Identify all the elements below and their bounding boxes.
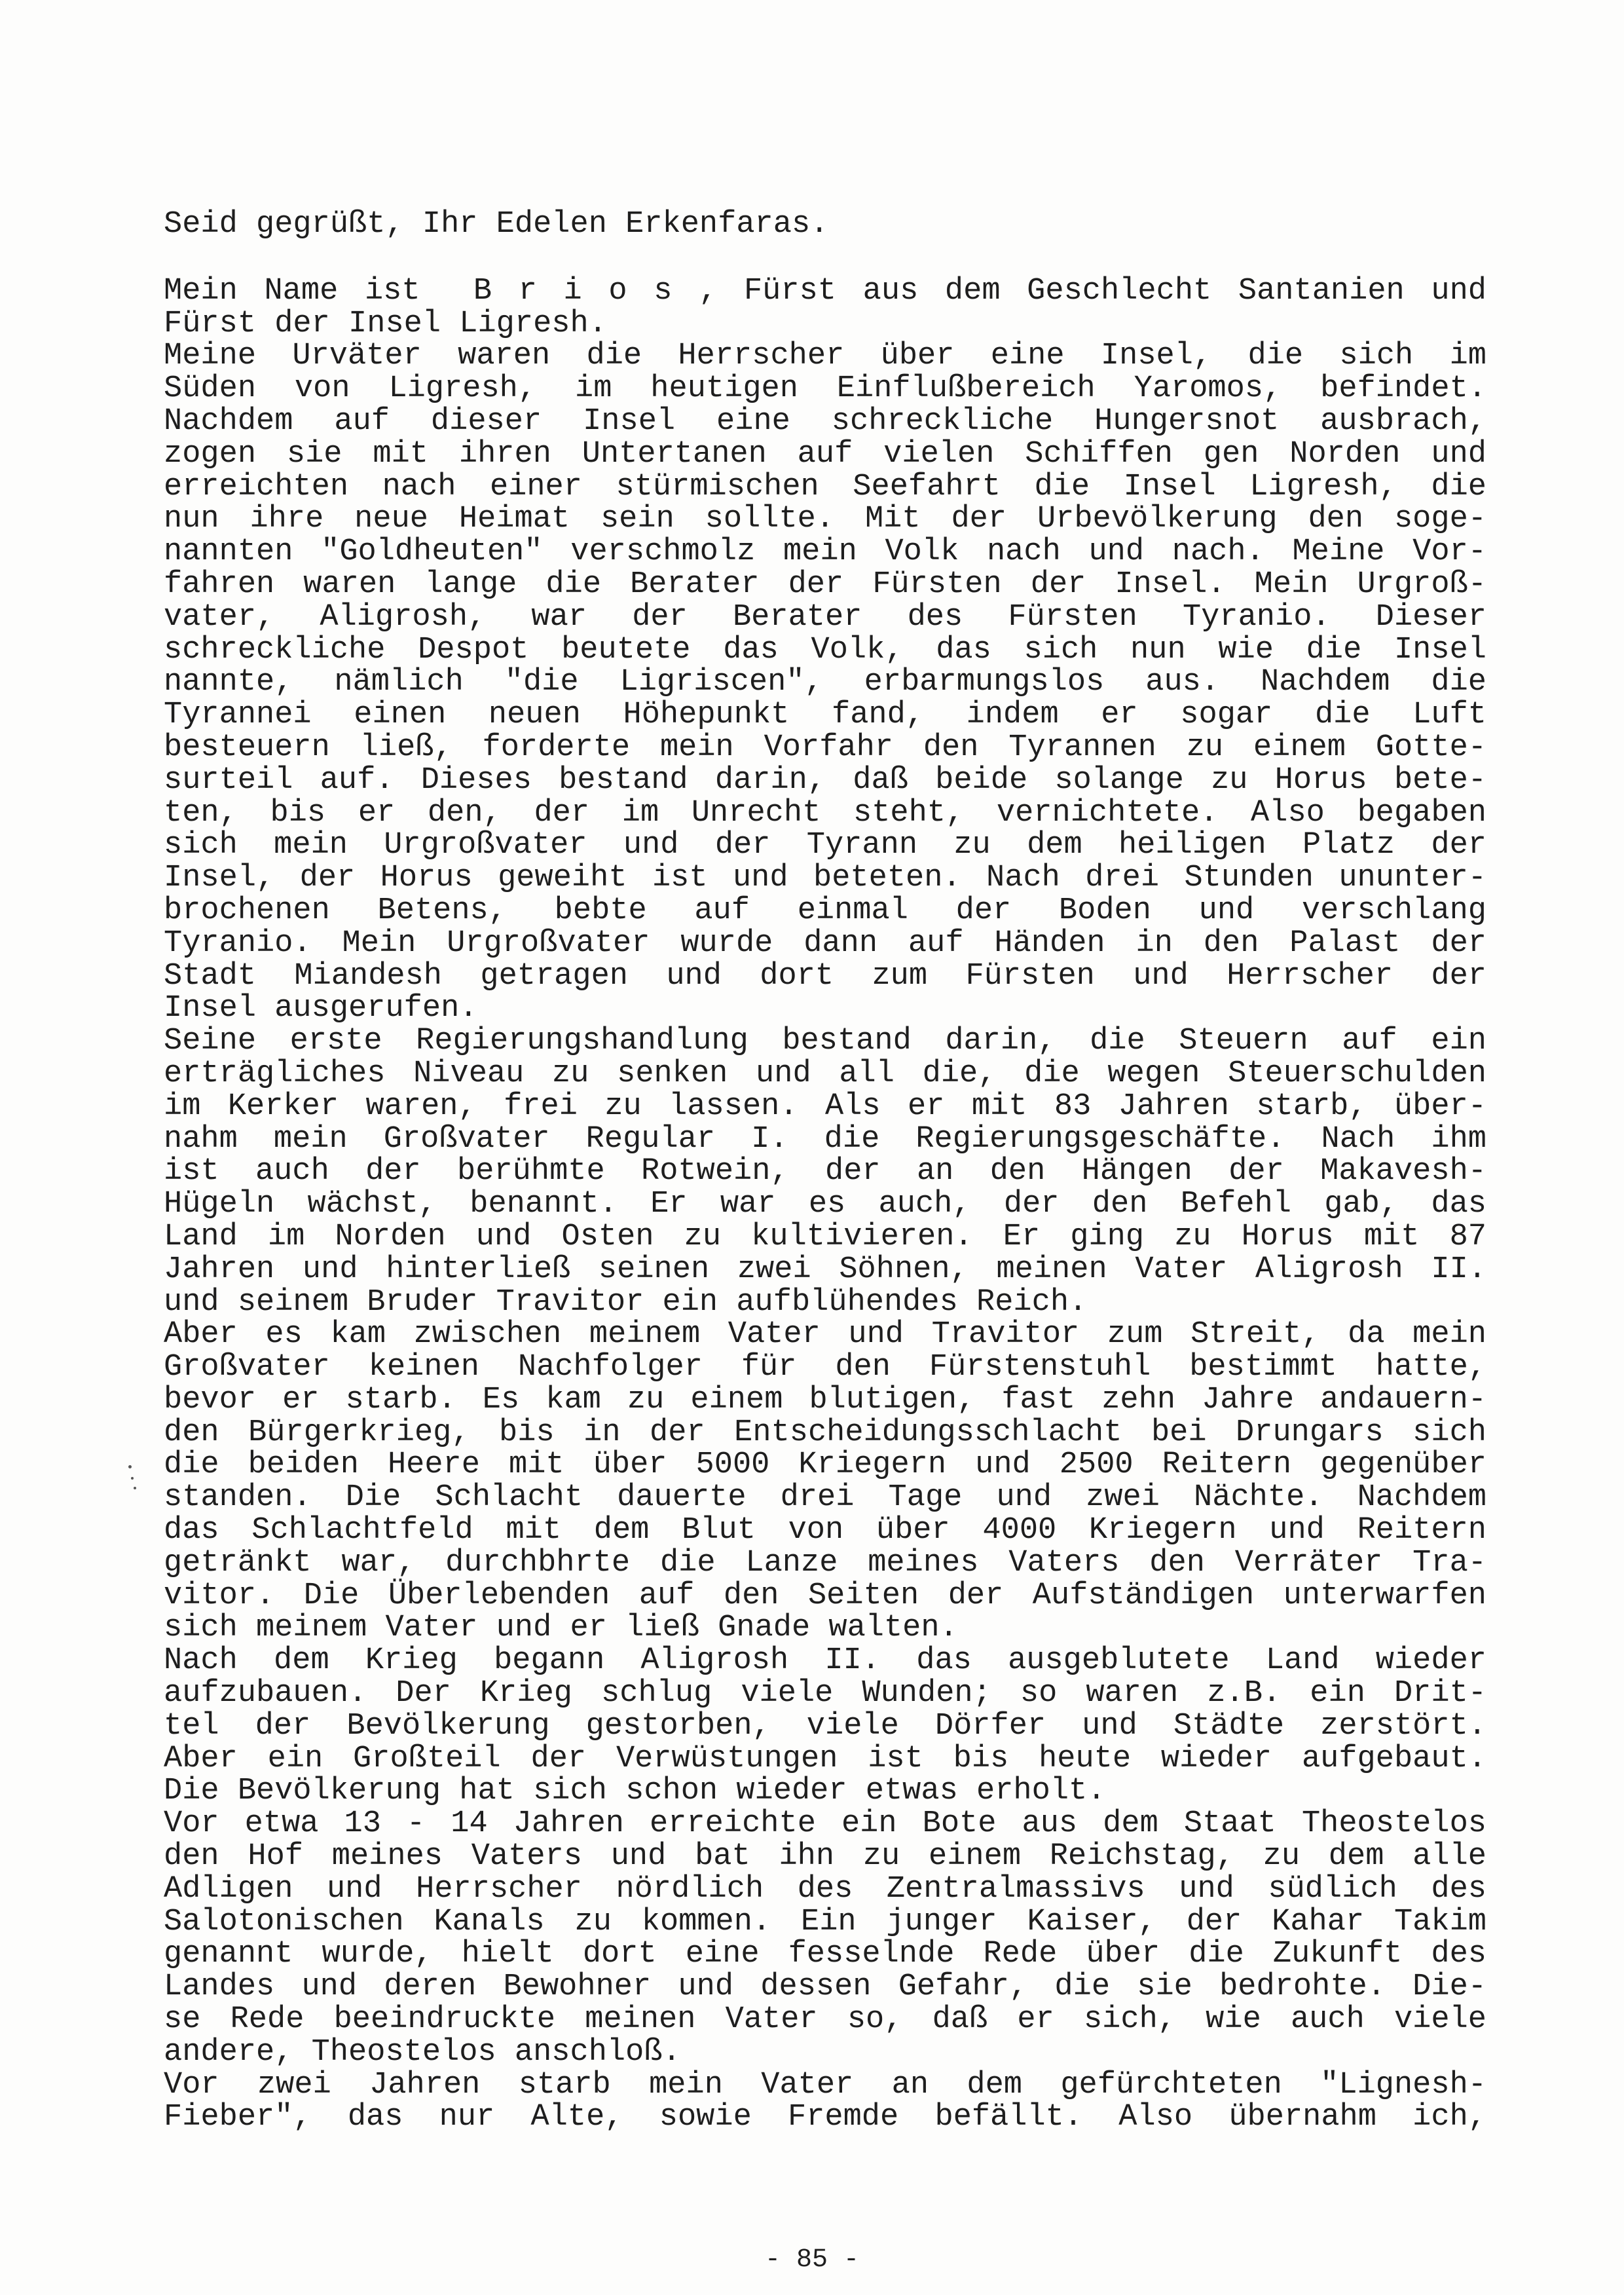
text-line: das Schlachtfeld mit dem Blut von über 4000 Kriegern und Reitern: [164, 1513, 1486, 1548]
text-line: die beiden Heere mit über 5000 Kriegern und 2500 Reitern gegenüber: [164, 1447, 1486, 1483]
body-text: [164, 275, 1486, 2134]
text-line: se Rede beeindruckte meinen Vater so, daß er sich, wie auch viele: [164, 2002, 1486, 2038]
text-line: und seinem Bruder Travitor ein aufblühendes Reich.: [164, 1284, 1088, 1320]
letter-body: [164, 208, 1486, 2134]
text-line: Jahren und hinterließ seinen zwei Söhnen, meinen Vater Aligrosh II.: [164, 1252, 1486, 1287]
text-line: Nach dem Krieg begann Aligrosh II. das ausgeblutete Land wieder: [164, 1643, 1486, 1679]
text-line: den Bürgerkrieg, bis in der Entscheidungsschlacht bei Drungars sich: [164, 1415, 1486, 1450]
scan-speck: [131, 1477, 134, 1480]
text-line: erreichten nach einer stürmischen Seefahrt die Insel Ligresh, die: [164, 469, 1486, 504]
greeting-line: Seid gegrüßt, Ihr Edelen Erkenfaras.: [164, 207, 829, 242]
text-line: Stadt Miandesh getragen und dort zum Fürsten und Herrscher der: [164, 958, 1486, 994]
text-line: Tyranio. Mein Urgroßvater wurde dann auf Händen in den Palast der: [164, 925, 1486, 961]
text-line: besteuern ließ, forderte mein Vorfahr den Tyrannen zu einem Gotte-: [164, 730, 1486, 765]
page-number: - 85 -: [764, 2245, 860, 2275]
text-line: andere, Theostelos anschloß.: [164, 2034, 681, 2070]
text-line: erträgliches Niveau zu senken und all die, die wegen Steuerschulden: [164, 1056, 1486, 1091]
text-line: Landes und deren Bewohner und dessen Gefahr, die sie bedrohte. Die-: [164, 1969, 1486, 2005]
text-line: Fürst der Insel Ligresh.: [164, 306, 607, 341]
text-line: sich mein Urgroßvater und der Tyrann zu dem heiligen Platz der: [164, 828, 1486, 863]
text-line: Süden von Ligresh, im heutigen Einflußbereich Yaromos, befindet.: [164, 371, 1486, 407]
text-line: getränkt war, durchbhrte die Lanze meines Vaters den Verräter Tra-: [164, 1545, 1486, 1580]
text-line: brochenen Betens, bebte auf einmal der Boden und verschlang: [164, 893, 1486, 928]
text-line: Vor etwa 13 - 14 Jahren erreichte ein Bote aus dem Staat Theostelos: [164, 1806, 1486, 1842]
text-line: Adligen und Herrscher nördlich des Zentralmassivs und südlich des: [164, 1871, 1486, 1907]
text-line: Mein Name ist B r i o s , Fürst aus dem Geschlecht Santanien und: [164, 273, 1486, 308]
text-line: Großvater keinen Nachfolger für den Fürstenstuhl bestimmt hatte,: [164, 1350, 1486, 1385]
text-line: Nachdem auf dieser Insel eine schreckliche Hungersnot ausbrach,: [164, 403, 1486, 439]
text-line: Land im Norden und Osten zu kultivieren. Er ging zu Horus mit 87: [164, 1219, 1486, 1254]
text-line: schreckliche Despot beutete das Volk, das sich nun wie die Insel: [164, 632, 1486, 667]
text-line: ist auch der berühmte Rotwein, der an den Hängen der Makavesh-: [164, 1154, 1486, 1189]
text-line: Vor zwei Jahren starb mein Vater an dem gefürchteten "Lignesh-: [164, 2067, 1486, 2102]
text-line: Aber ein Großteil der Verwüstungen ist bis heute wieder aufgebaut.: [164, 1741, 1486, 1776]
text-line: sich meinem Vater und er ließ Gnade walten.: [164, 1611, 958, 1646]
text-line: fahren waren lange die Berater der Fürsten der Insel. Mein Urgroß-: [164, 567, 1486, 602]
text-line: Insel ausgerufen.: [164, 991, 478, 1026]
text-line: nannten "Goldheuten" verschmolz mein Volk nach und nach. Meine Vor-: [164, 534, 1486, 570]
text-line: tel der Bevölkerung gestorben, viele Dörfer und Städte zerstört.: [164, 1708, 1486, 1744]
text-line: standen. Die Schlacht dauerte drei Tage und zwei Nächte. Nachdem: [164, 1480, 1486, 1516]
text-line: Salotonischen Kanals zu kommen. Ein junger Kaiser, der Kahar Takim: [164, 1904, 1486, 1939]
text-line: bevor er starb. Es kam zu einem blutigen, fast zehn Jahre andauern-: [164, 1382, 1486, 1417]
scan-speck: [128, 1465, 132, 1468]
paragraph-gap: [164, 241, 1486, 275]
text-line: nun ihre neue Heimat sein sollte. Mit der Urbevölkerung den soge-: [164, 502, 1486, 537]
text-line: Die Bevölkerung hat sich schon wieder etwas erholt.: [164, 1774, 1106, 1809]
text-line: nahm mein Großvater Regular I. die Regierungsgeschäfte. Nach ihm: [164, 1121, 1486, 1157]
text-line: Hügeln wächst, benannt. Er war es auch, der den Befehl gab, das: [164, 1187, 1486, 1222]
text-line: Meine Urväter waren die Herrscher über eine Insel, die sich im: [164, 339, 1486, 374]
text-line: den Hof meines Vaters und bat ihn zu einem Reichstag, zu dem alle: [164, 1839, 1486, 1875]
text-line: vitor. Die Überlebenden auf den Seiten der Aufständigen unterwarfen: [164, 1578, 1486, 1613]
text-line: vater, Aligrosh, war der Berater des Fürsten Tyranio. Dieser: [164, 599, 1486, 635]
text-line: Insel, der Horus geweiht ist und beteten. Nach drei Stunden ununter-: [164, 861, 1486, 896]
text-line: Fieber", das nur Alte, sowie Fremde befällt. Also übernahm ich,: [164, 2100, 1486, 2135]
text-line: surteil auf. Dieses bestand darin, daß beide solange zu Horus bete-: [164, 762, 1486, 798]
text-line: aufzubauen. Der Krieg schlug viele Wunden; so waren z.B. ein Drit-: [164, 1676, 1486, 1711]
text-line: nannte, nämlich "die Ligriscen", erbarmungslos aus. Nachdem die: [164, 665, 1486, 700]
text-line: Tyrannei einen neuen Höhepunkt fand, indem er sogar die Luft: [164, 698, 1486, 733]
scan-speck: [134, 1487, 136, 1489]
text-line: zogen sie mit ihren Untertanen auf vielen Schiffen gen Norden und: [164, 436, 1486, 472]
text-line: Seine erste Regierungshandlung bestand darin, die Steuern auf ein: [164, 1024, 1486, 1059]
text-line: ten, bis er den, der im Unrecht steht, vernichtete. Also begaben: [164, 795, 1486, 830]
text-line: Aber es kam zwischen meinem Vater und Travitor zum Streit, da mein: [164, 1317, 1486, 1353]
text-line: genannt wurde, hielt dort eine fesselnde Rede über die Zukunft des: [164, 1937, 1486, 1972]
text-line: im Kerker waren, frei zu lassen. Als er mit 83 Jahren starb, über-: [164, 1089, 1486, 1124]
